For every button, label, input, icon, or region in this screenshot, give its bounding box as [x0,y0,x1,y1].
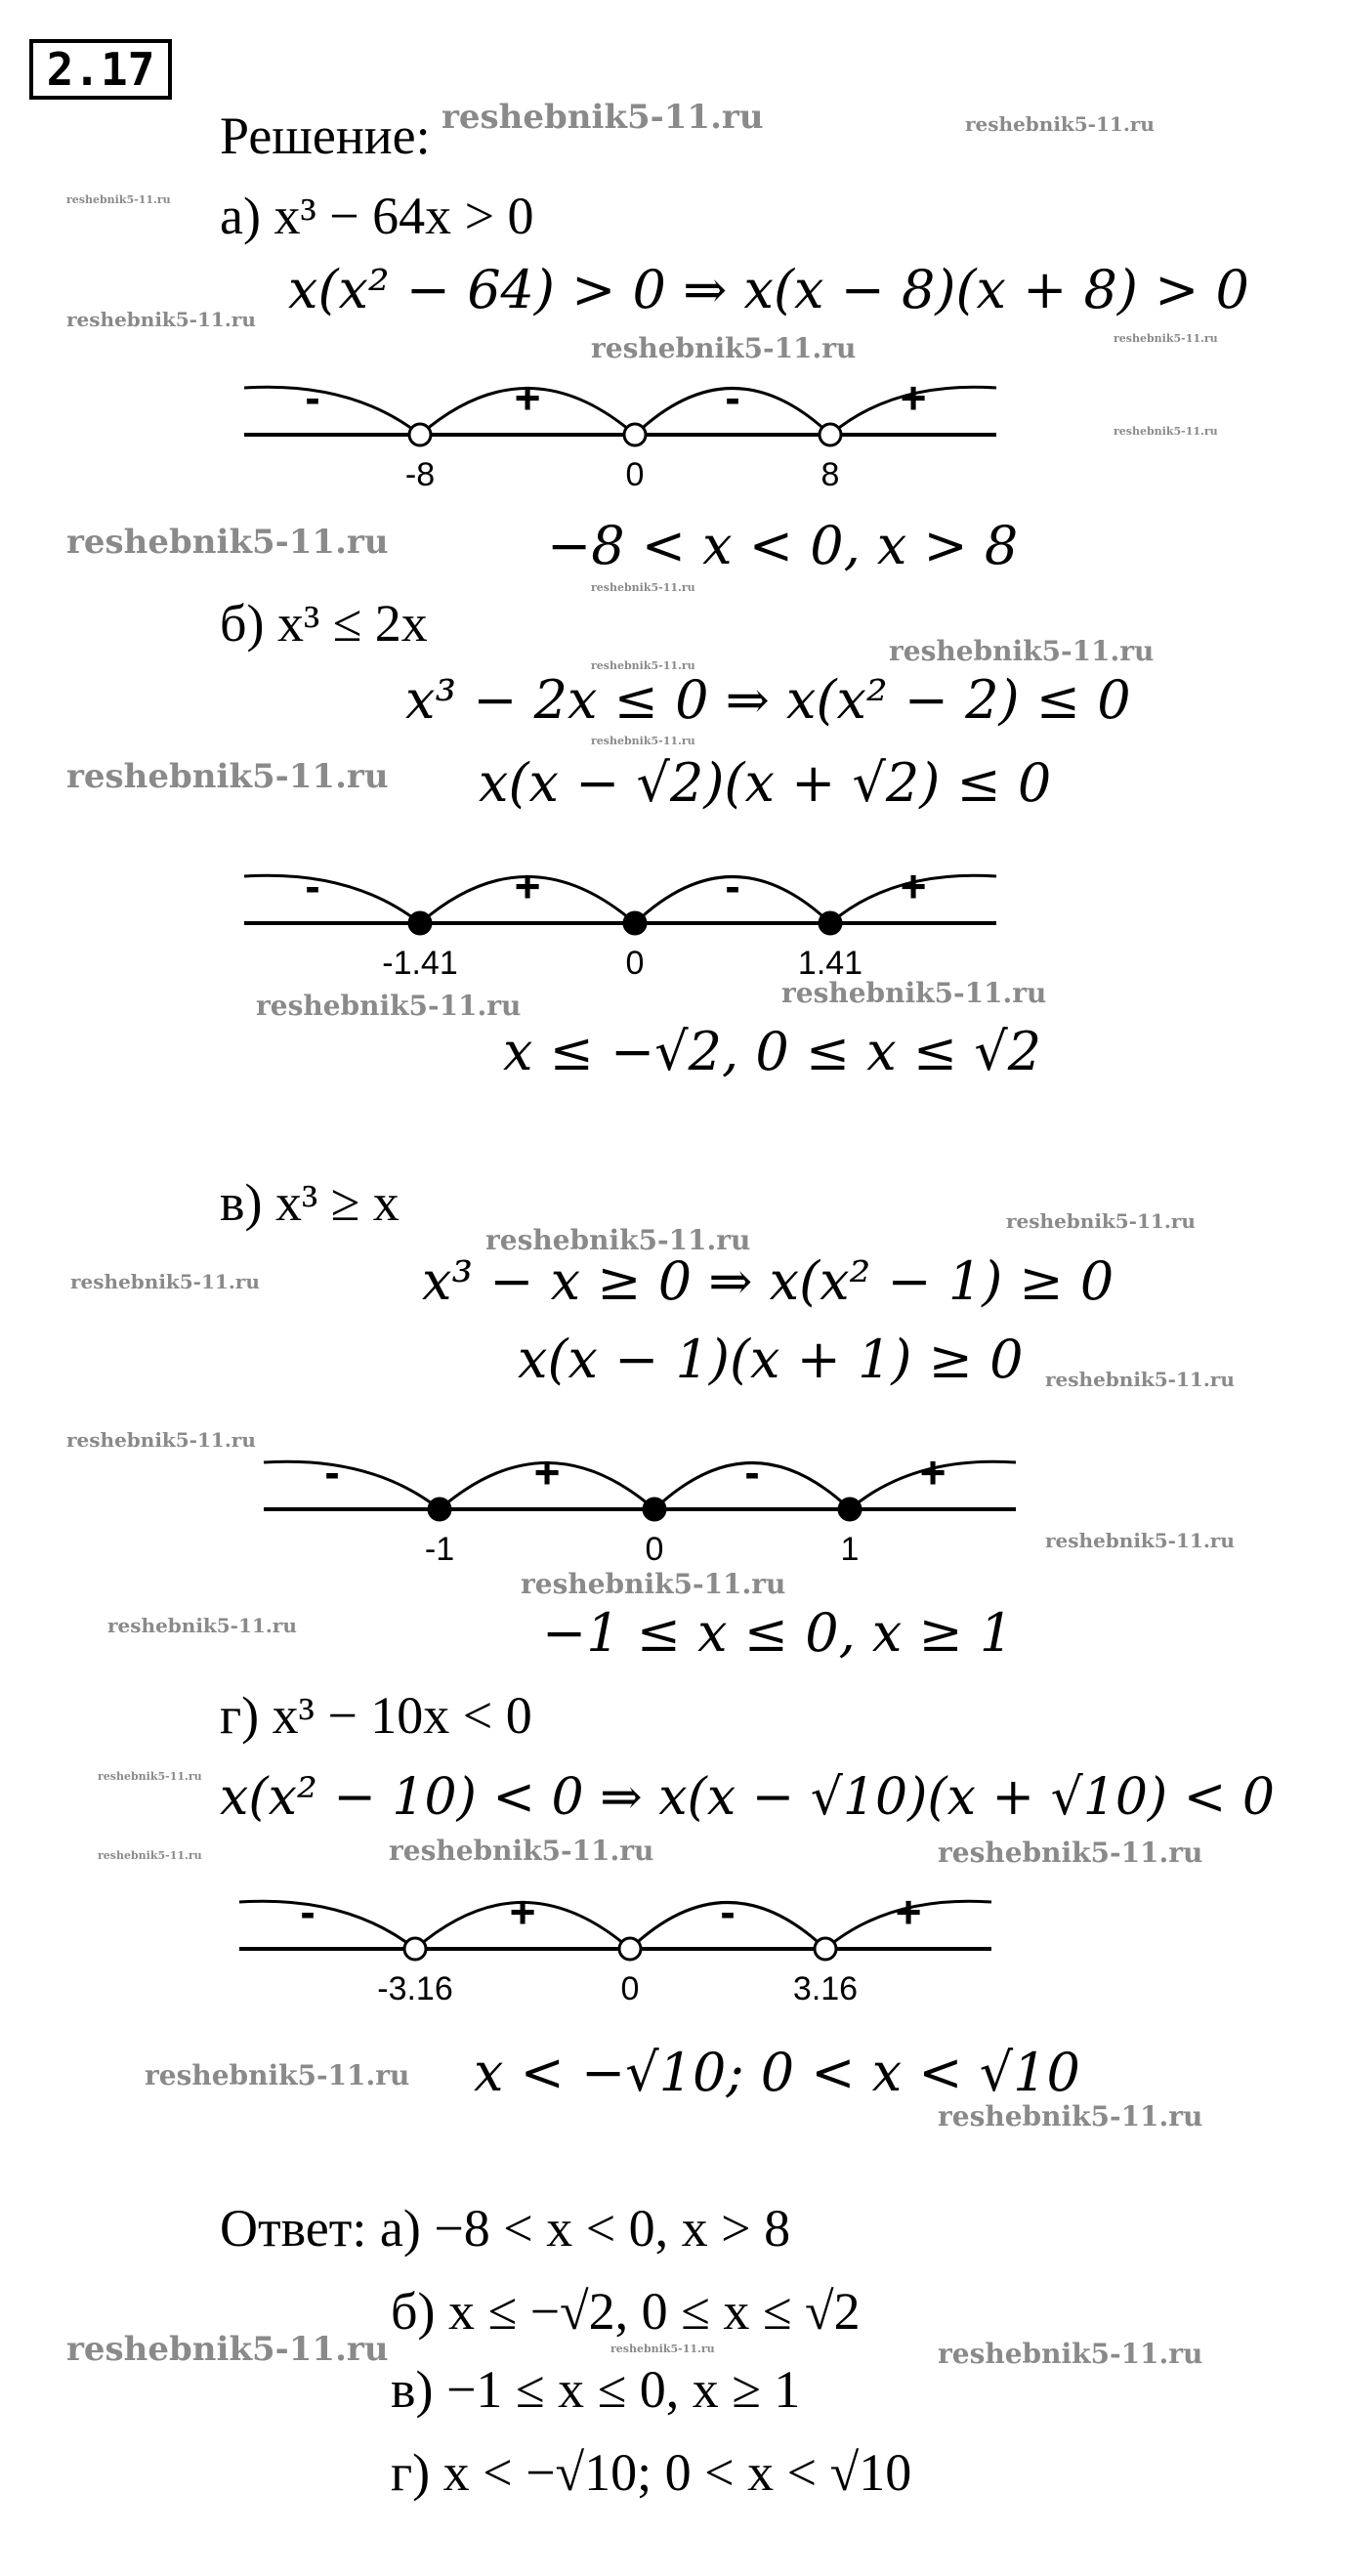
interval-sign: + [919,1447,946,1498]
answer-a: а) −8 < x < 0, x > 8 [379,2199,791,2258]
watermark: reshebnik5-11.ru [389,1835,654,1867]
watermark: reshebnik5-11.ru [610,2343,715,2355]
point-label: -3.16 [377,1970,453,2007]
watermark: reshebnik5-11.ru [66,1428,256,1452]
interval-sign: + [895,1886,922,1937]
part-d-solution: x < −√10; 0 < x < √10 [474,2042,1080,2103]
interval-sign: + [514,372,541,423]
watermark: reshebnik5-11.ru [66,308,256,331]
part-c-solution: −1 ≤ x ≤ 0, x ≥ 1 [542,1602,1014,1664]
answer-d: г) x < −√10; 0 < x < √10 [391,2443,912,2502]
critical-point [820,424,841,445]
critical-point [429,1499,450,1520]
interval-sign: + [514,861,541,911]
interval-sign: - [300,1886,315,1937]
interval-sign: + [900,372,927,423]
watermark: reshebnik5-11.ru [98,1849,202,1862]
interval-sign: - [305,861,320,911]
watermark: reshebnik5-11.ru [1045,1529,1235,1552]
interval-sign: - [324,1447,340,1498]
watermark: reshebnik5-11.ru [70,1270,260,1293]
critical-point [644,1499,665,1520]
part-d-problem: x³ − 10x < 0 [272,1686,532,1745]
watermark: reshebnik5-11.ru [107,1614,297,1637]
interval-arc [244,387,420,435]
critical-point [815,1938,836,1960]
interval-arc [264,1461,440,1509]
part-b-problem: x³ ≤ 2x [276,594,428,653]
critical-point [409,424,431,445]
part-c-sign-chart [264,1426,1045,1573]
task-number: 2.17 [29,39,172,100]
part-a-label: а) [220,187,261,245]
point-label: 8 [820,456,840,493]
watermark: reshebnik5-11.ru [485,1224,751,1256]
point-label: -1.41 [382,945,458,982]
point-label: 0 [625,945,645,982]
watermark: reshebnik5-11.ru [66,193,171,206]
part-b-label: б) [220,594,265,653]
interval-sign: - [725,372,740,423]
watermark: reshebnik5-11.ru [1114,425,1218,438]
interval-sign: + [509,1886,536,1937]
interval-sign: - [744,1447,760,1498]
interval-arc [244,875,420,923]
watermark: reshebnik5-11.ru [66,757,389,796]
answer-line-a [220,2198,790,2259]
point-label: 0 [625,456,645,493]
watermark: reshebnik5-11.ru [938,2338,1203,2370]
watermark: reshebnik5-11.ru [256,990,522,1022]
critical-point [409,912,431,934]
point-label: 0 [645,1531,664,1568]
watermark: reshebnik5-11.ru [965,112,1155,136]
watermark: reshebnik5-11.ru [591,735,695,747]
point-label: -8 [404,456,436,493]
watermark: reshebnik5-11.ru [66,2330,389,2369]
answer-b: б) x ≤ −√2, 0 ≤ x ≤ √2 [391,2282,861,2341]
point-label: 3.16 [792,1970,859,2007]
watermark: reshebnik5-11.ru [1006,1209,1196,1233]
part-b-solution: x ≤ −√2, 0 ≤ x ≤ √2 [503,1021,1042,1082]
watermark: reshebnik5-11.ru [145,2059,410,2091]
answer-label: Ответ: [220,2199,367,2258]
part-b-step2: x(x − √2)(x + √2) ≤ 0 [479,752,1052,814]
interval-arc [239,1901,415,1949]
part-c-step2: x(x − 1)(x + 1) ≥ 0 [518,1329,1024,1390]
critical-point [404,1938,426,1960]
interval-sign: + [533,1447,561,1498]
point-label: 0 [620,1970,640,2007]
point-label: -1 [424,1531,455,1568]
part-d-label-problem [220,1685,532,1746]
part-a-solution: −8 < x < 0, x > 8 [547,515,1019,576]
critical-point [839,1499,861,1520]
point-label: 1.41 [797,945,863,982]
part-d-sign-chart [239,1866,1021,2012]
watermark: reshebnik5-11.ru [442,98,764,137]
watermark: reshebnik5-11.ru [591,581,695,594]
watermark: reshebnik5-11.ru [591,332,857,364]
watermark: reshebnik5-11.ru [1114,332,1218,345]
watermark: reshebnik5-11.ru [1045,1368,1235,1391]
watermark: reshebnik5-11.ru [781,977,1047,1009]
critical-point [820,912,841,934]
part-a-step1: x(x² − 64) > 0 ⇒ x(x − 8)(x + 8) > 0 [288,259,1249,320]
watermark: reshebnik5-11.ru [889,635,1155,667]
part-c-step1: x³ − x ≥ 0 ⇒ x(x² − 1) ≥ 0 [422,1250,1115,1312]
watermark: reshebnik5-11.ru [938,2100,1203,2133]
part-c-label: в) [220,1173,263,1232]
watermark: reshebnik5-11.ru [938,1837,1203,1869]
interval-sign: - [305,372,320,423]
part-a-sign-chart [244,352,1026,498]
point-label: 1 [840,1531,860,1568]
part-b-sign-chart [244,840,1026,987]
answer-c: в) −1 ≤ x ≤ 0, x ≥ 1 [391,2360,801,2419]
critical-point [624,424,646,445]
interval-sign: - [720,1886,736,1937]
interval-sign: - [725,861,740,911]
watermark: reshebnik5-11.ru [521,1568,786,1600]
part-a-problem: x³ − 64x > 0 [273,187,534,245]
watermark: reshebnik5-11.ru [66,523,389,562]
part-b-label-problem [220,593,428,654]
critical-point [624,912,646,934]
part-a-label-problem [220,186,534,246]
part-d-label: г) [220,1686,260,1745]
interval-sign: + [900,861,927,911]
watermark: reshebnik5-11.ru [98,1770,202,1783]
part-c-label-problem [220,1172,400,1233]
part-d-step1: x(x² − 10) < 0 ⇒ x(x − √10)(x + √10) < 0 [220,1768,1275,1827]
watermark: reshebnik5-11.ru [591,659,695,672]
part-b-step1: x³ − 2x ≤ 0 ⇒ x(x² − 2) ≤ 0 [405,669,1131,731]
critical-point [619,1938,641,1960]
part-c-problem: x³ ≥ x [274,1173,400,1232]
solution-label: Решение: [220,106,431,165]
